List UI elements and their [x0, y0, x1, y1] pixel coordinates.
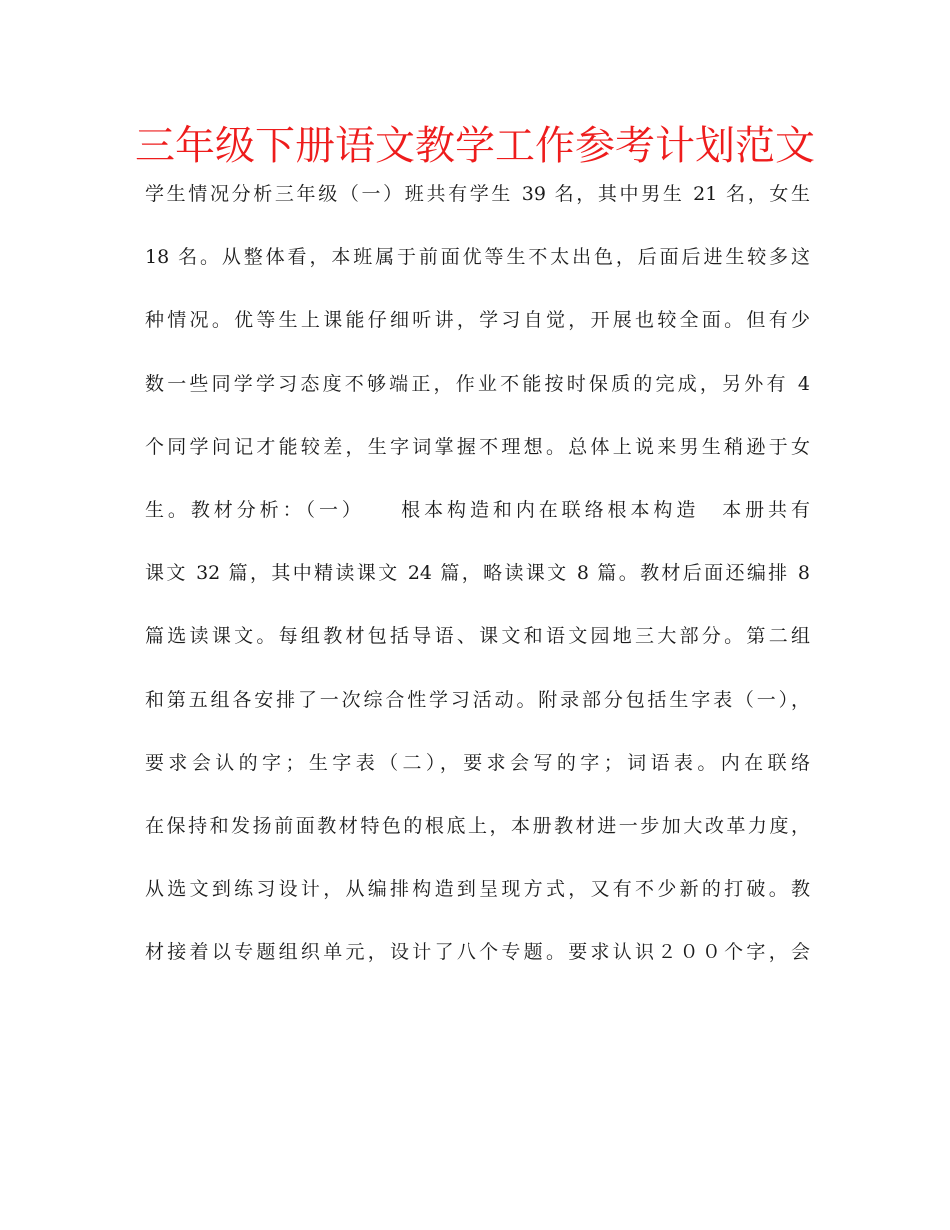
- body-line: 学生情况分析三年级（一）班共有学生 39 名，其中男生 21 名，女生: [145, 183, 810, 205]
- body-line: 种情况。优等生上课能仔细听讲，学习自觉，开展也较全面。但有少: [145, 309, 810, 332]
- body-line: 从选文到练习设计，从编排构造到呈现方式，又有不少新的打破。教: [145, 878, 810, 901]
- body-line: 和第五组各安排了一次综合性学习活动。附录部分包括生字表（一），: [145, 688, 810, 711]
- body-line: 要求会认的字；生字表（二），要求会写的字；词语表。内在联络: [145, 751, 810, 774]
- body-line: 生。教材分析：（一） 根本构造和内在联络根本构造 本册共有: [145, 498, 810, 521]
- body-line: 在保持和发扬前面教材特色的根底上，本册教材进一步加大改革力度，: [145, 814, 810, 837]
- body-line: 材接着以专题组织单元，设计了八个专题。要求认识２００个字，会: [145, 941, 810, 964]
- document-body: [145, 172, 810, 993]
- body-line: 课文 32 篇，其中精读课文 24 篇，略读课文 8 篇。教材后面还编排 8: [145, 562, 810, 585]
- body-line: 18 名。从整体看，本班属于前面优等生不太出色，后面后进生较多这: [145, 246, 810, 269]
- body-line: 个同学问记才能较差，生字词掌握不理想。总体上说来男生稍逊于女: [145, 435, 810, 458]
- body-line: 数一些同学学习态度不够端正，作业不能按时保质的完成，另外有 4: [145, 372, 810, 395]
- document-title: 三年级下册语文教学工作参考计划范文: [135, 123, 815, 169]
- body-line: 篇选读课文。每组教材包括导语、课文和语文园地三大部分。第二组: [145, 625, 810, 648]
